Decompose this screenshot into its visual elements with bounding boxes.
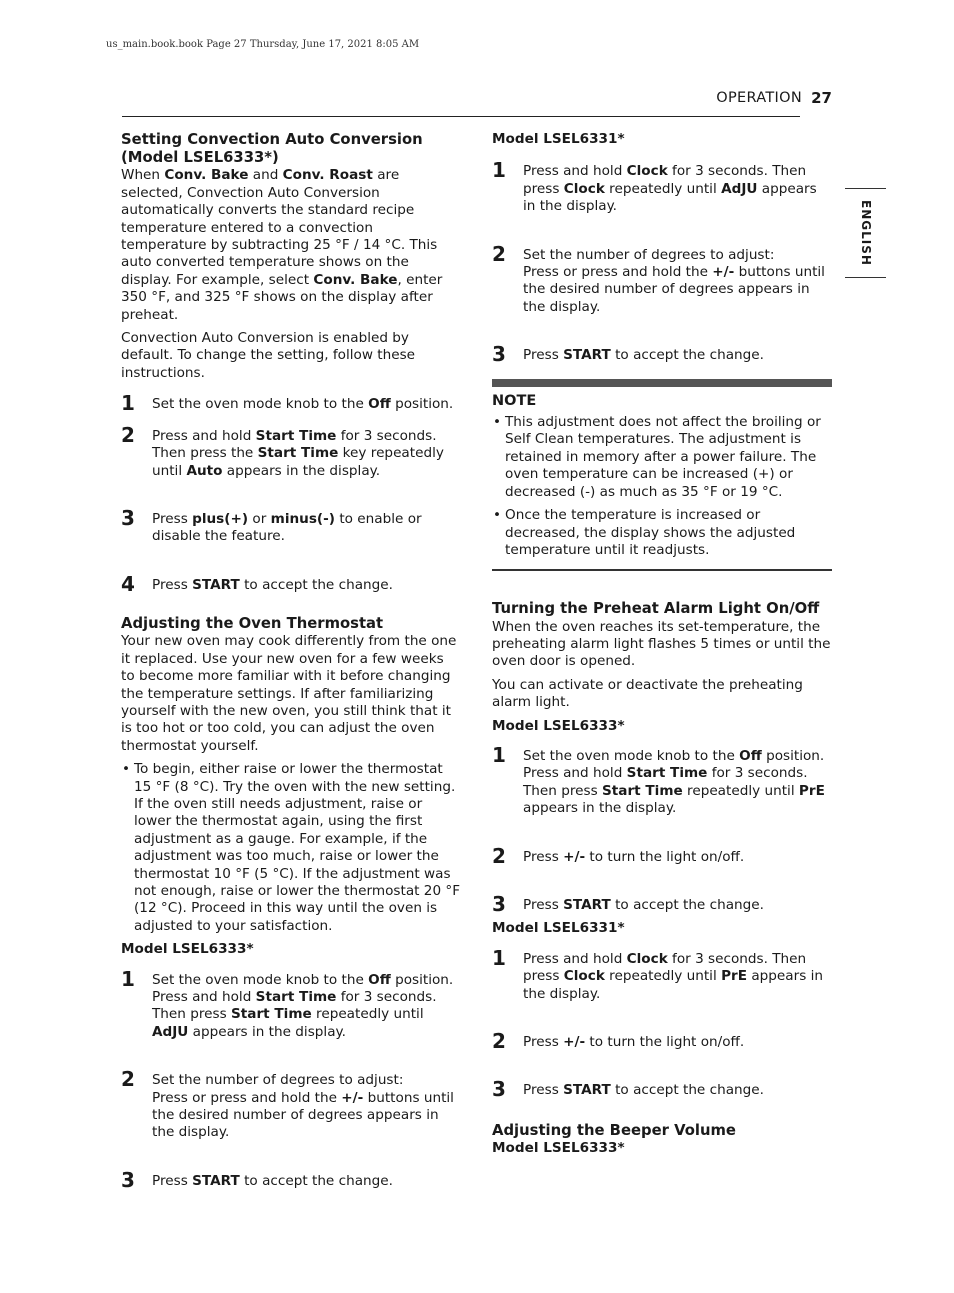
- step-number: 1: [121, 966, 135, 991]
- thermostat-6333-steps: [121, 966, 461, 1192]
- preheat-intro: When the oven reaches its set-temperature, the preheating alarm light flashes 5 times or until the oven door is opened.: [492, 618, 831, 670]
- step-text: Set the oven mode knob to the Off position. Press and hold Start Time for 3 seconds. Then press Start Time repeatedly until PrE appears in the display.: [523, 747, 825, 817]
- page-number: 27: [811, 89, 832, 107]
- step-number: 2: [121, 422, 135, 447]
- step-number: 1: [121, 391, 135, 416]
- step-item: [492, 342, 832, 367]
- thermostat-title: Adjusting the Oven Thermostat: [121, 615, 384, 633]
- conv-auto-intro: When Conv. Bake and Conv. Roast are selected, Convection Auto Conversion automatically converts the standard recipe temperature entered to a convection temperature by subtracting 25 °F / 14 °C. This auto converted temperature shows on the display. For example, select Conv. Bake, enter 350 °F, and 325 °F shows on the display after preheat.: [121, 167, 443, 323]
- thermostat-model-6331: Model LSEL6331*: [492, 131, 625, 147]
- note-bullet-1: • This adjustment does not affect the broiling or Self Clean temperatures. The adjustment is retained in memory after a power failure. The oven temperature can be increased (+) or decreased (-) as much as 35 °F or 19 °C.: [492, 414, 832, 501]
- beeper-title: Adjusting the Beeper Volume: [492, 1121, 736, 1139]
- header-rule: [122, 116, 800, 117]
- step-item: [492, 742, 832, 818]
- thermostat-model-6333: Model LSEL6333*: [121, 941, 254, 958]
- conv-auto-title-line2: (Model LSEL6333*): [121, 149, 279, 167]
- step-text: Set the oven mode knob to the Off position.: [152, 396, 454, 413]
- preheat-model-6331: Model LSEL6331*: [492, 920, 625, 937]
- step-item: [492, 241, 832, 317]
- step-text: Set the oven mode knob to the Off position. Press and hold Start Time for 3 seconds. Then press Start Time repeatedly until AdJU appears in the display.: [152, 971, 454, 1040]
- language-tab: [845, 188, 886, 278]
- step-text: Press START to accept the change.: [523, 1082, 764, 1099]
- step-text: Press +/- to turn the light on/off.: [523, 848, 745, 865]
- thermostat-bullet: • To begin, either raise or lower the thermostat 15 °F (8 °C). Try the oven with the new setting. If the oven still needs adjustment, raise or lower the thermostat again, using the first adjustment as a gauge. For example, if the adjustment was too much, raise or lower the thermostat 10 °F (5 °C). If the adjustment was not enough, raise or lower the thermostat 20 °F (12 °C). Proceed in this way until the oven is adjusted to your satisfaction.: [121, 761, 461, 935]
- preheat-6333-steps: [492, 742, 832, 916]
- step-number: 2: [492, 843, 506, 868]
- step-item: [492, 843, 832, 868]
- beeper-model-6333: Model LSEL6333*: [492, 1140, 625, 1157]
- conv-auto-default-note: Convection Auto Conversion is enabled by default. To change the setting, follow these instructions.: [121, 330, 416, 381]
- step-item: [492, 1029, 832, 1054]
- page-header: [122, 89, 832, 117]
- preheat-6331-steps: [492, 945, 832, 1102]
- step-text: Press START to accept the change.: [152, 576, 393, 593]
- note-title: NOTE: [492, 392, 537, 409]
- conv-auto-title-line1: Setting Convection Auto Conversion: [121, 131, 423, 148]
- step-number: 3: [121, 1167, 135, 1192]
- step-text: Press plus(+) or minus(-) to enable or disable the feature.: [152, 510, 422, 545]
- preheat-model-6333: Model LSEL6333*: [492, 717, 625, 734]
- thermostat-intro: Your new oven may cook differently from the one it replaced. Use your new oven for a few weeks to become more familiar with it before changing the temperature settings. If after familiarizing yourself with the new oven, you still think that it is too hot or too cold, you can adjust the oven thermostat yourself.: [121, 633, 457, 754]
- step-item: [121, 966, 461, 1042]
- step-text: Set the number of degrees to adjust: Press or press and hold the +/- buttons until the desired number of degrees appears in the display.: [152, 1072, 454, 1141]
- section-label: OPERATION: [716, 90, 802, 106]
- step-item: [492, 158, 832, 215]
- step-text: Press +/- to turn the light on/off.: [523, 1034, 745, 1051]
- step-text: Press START to accept the change.: [152, 1172, 393, 1189]
- step-text: Press and hold Clock for 3 seconds. Then press Clock repeatedly until PrE appears in the display.: [523, 950, 824, 1002]
- right-column: [492, 131, 832, 1157]
- step-item: [121, 391, 461, 416]
- step-item: [121, 422, 461, 480]
- step-item: [121, 505, 461, 546]
- step-item: [492, 945, 832, 1003]
- step-text: Press START to accept the change.: [523, 347, 764, 364]
- preheat-title: Turning the Preheat Alarm Light On/Off: [492, 600, 820, 618]
- step-text: Press and hold Start Time for 3 seconds. Then press the Start Time key repeatedly until Auto appears in the display.: [152, 427, 444, 479]
- step-item: [121, 571, 461, 596]
- file-meta-line: us_main.book.book Page 27 Thursday, June 17, 2021 8:05 AM: [106, 39, 420, 50]
- step-number: 4: [121, 571, 135, 596]
- thermostat-6331-steps: [492, 158, 832, 367]
- step-number: 2: [492, 1029, 506, 1054]
- step-number: 1: [492, 945, 506, 970]
- step-item: [492, 1077, 832, 1102]
- step-number: 3: [492, 342, 506, 367]
- conv-auto-steps: [121, 391, 461, 596]
- left-column: [121, 131, 461, 1190]
- step-item: [121, 1067, 461, 1142]
- step-number: 3: [121, 505, 135, 530]
- preheat-activate-note: You can activate or deactivate the preheating alarm light.: [492, 676, 803, 711]
- note-box: [492, 379, 832, 572]
- step-number: 1: [492, 158, 506, 183]
- step-number: 3: [492, 1077, 506, 1102]
- step-number: 1: [492, 742, 506, 767]
- step-number: 2: [121, 1067, 135, 1092]
- language-tab-label: ENGLISH: [858, 200, 873, 266]
- step-text: Set the number of degrees to adjust: Press or press and hold the +/- buttons until the desired number of degrees appears in the display.: [523, 246, 825, 315]
- conv-auto-title: [121, 131, 461, 167]
- step-number: 3: [492, 891, 506, 916]
- step-item: [492, 891, 832, 916]
- step-item: [121, 1167, 461, 1192]
- step-number: 2: [492, 241, 506, 266]
- step-text: Press START to accept the change.: [523, 896, 764, 913]
- note-bullet-2: • Once the temperature is increased or decreased, the display shows the adjusted temperature until it readjusts.: [492, 507, 832, 559]
- step-text: Press and hold Clock for 3 seconds. Then press Clock repeatedly until AdJU appears in the display.: [523, 163, 817, 215]
